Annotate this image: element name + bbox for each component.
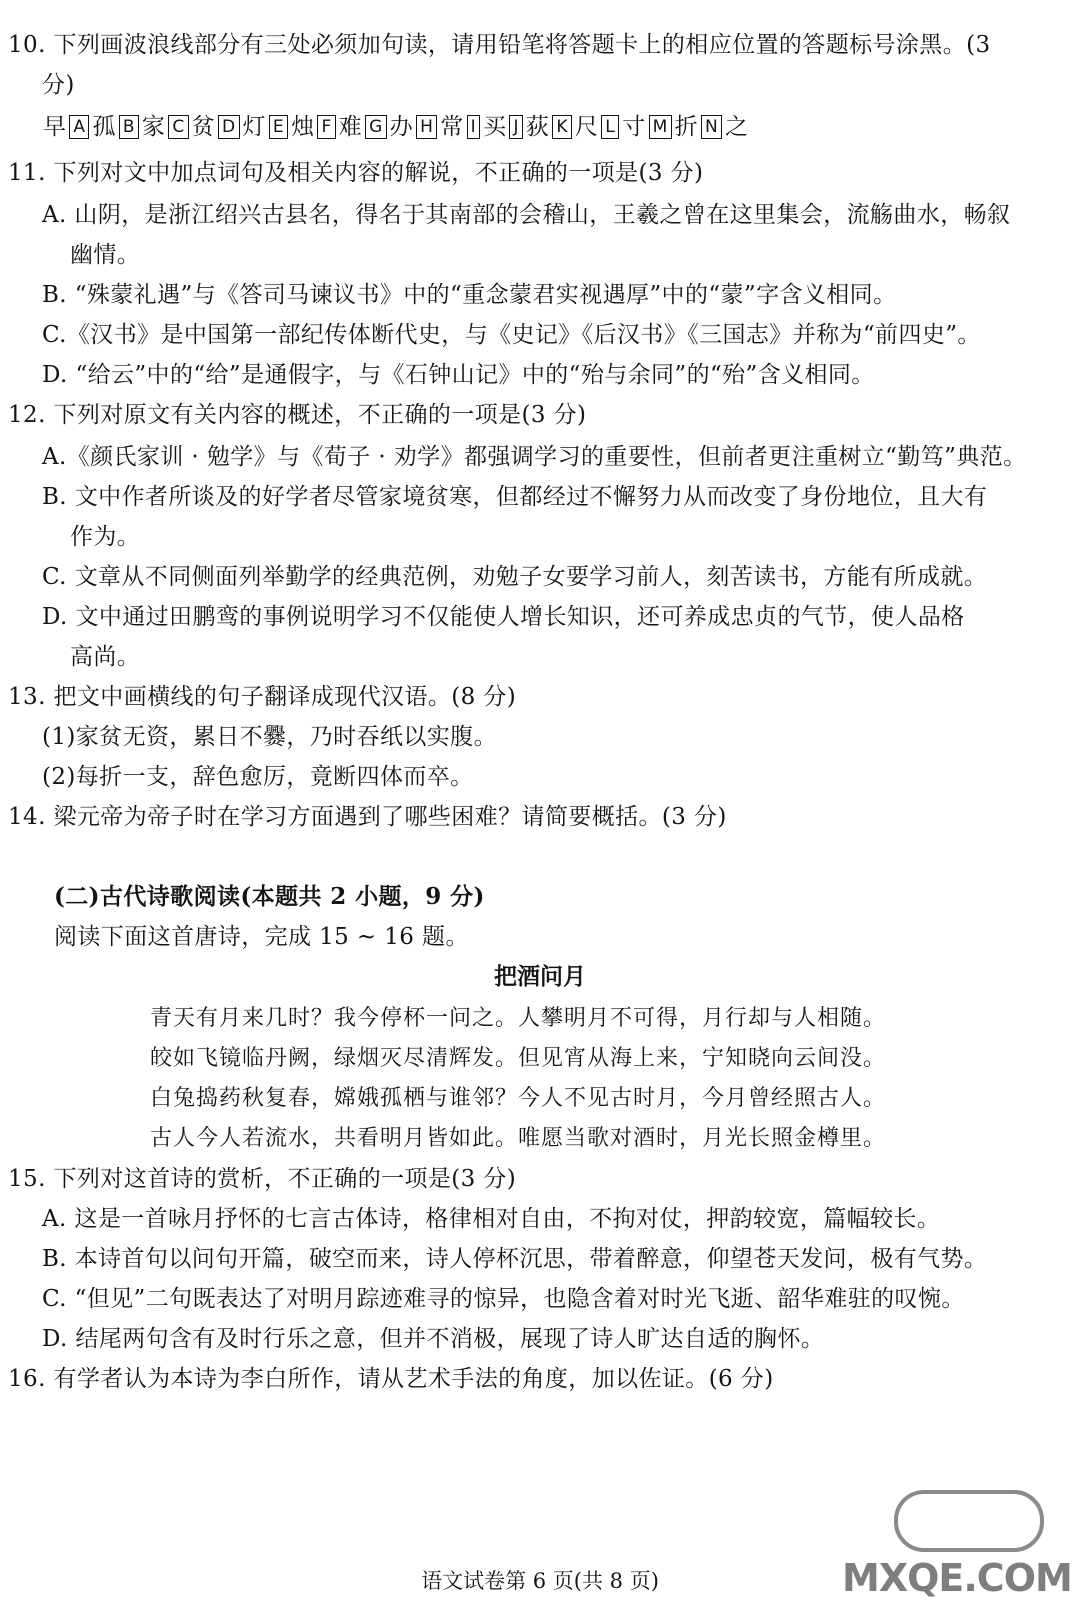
q10-char: 折	[674, 114, 699, 140]
q10-answer-label-box: A	[69, 115, 89, 139]
q10-answer-label-box: B	[119, 115, 139, 139]
q10-answer-label-box: K	[552, 115, 572, 139]
poem-line-2: 皎如飞镜临丹阙，绿烟灭尽清辉发。但见宵从海上来，宁知晓向云间没。	[150, 1046, 887, 1071]
page-footer: 语文试卷第 6 页(共 8 页)	[421, 1569, 659, 1593]
q11-option-a-line2: 幽情。	[70, 242, 141, 268]
q11-option-d: D. “给云”中的“给”是通假字，与《石钟山记》中的“殆与余同”的“殆”含义相同。	[42, 362, 875, 388]
q12-option-b-line2: 作为。	[70, 524, 141, 550]
q10-answer-label-box: H	[416, 115, 437, 139]
q10-stem-line1: 10. 下列画波浪线部分有三处必须加句读，请用铅笔将答题卡上的相应位置的答题标号涂黑。(3	[8, 32, 991, 58]
watermark-site-text: MXQE.COM	[842, 1556, 1072, 1600]
q16-stem: 16. 有学者认为本诗为李白所作，请从艺术手法的角度，加以佐证。(6 分)	[8, 1366, 774, 1392]
q10-punctuation-row	[42, 112, 750, 142]
q10-answer-label-box: C	[168, 115, 188, 139]
q10-char: 贫	[191, 114, 216, 140]
q12-option-a: A.《颜氏家训 · 勉学》与《荀子 · 劝学》都强调学习的重要性，但前者更注重树立“勤笃”典范。	[42, 444, 1027, 470]
q11-option-a-line1: A. 山阴，是浙江绍兴古县名，得名于其南部的会稽山，王羲之曾在这里集会，流觞曲水，畅叙	[42, 202, 1011, 228]
q12-option-b-line1: B. 文中作者所谈及的好学者尽管家境贫寒，但都经过不懈努力从而改变了身份地位，且大有	[42, 484, 988, 510]
q10-stem-line2: 分)	[42, 72, 75, 98]
q11-stem: 11. 下列对文中加点词句及相关内容的解说，不正确的一项是(3 分)	[8, 160, 704, 186]
watermark-logo	[842, 1490, 1072, 1600]
q14-stem: 14. 梁元帝为帝子时在学习方面遇到了哪些困难？请简要概括。(3 分)	[8, 804, 727, 830]
poem-title: 把酒问月	[494, 963, 586, 990]
q12-option-d-line2: 高尚。	[70, 644, 141, 670]
q10-char: 难	[338, 114, 363, 140]
q10-char: 之	[725, 114, 749, 140]
q10-answer-label-box: I	[467, 115, 480, 139]
q15-option-a: A. 这是一首咏月抒怀的七言古体诗，格律相对自由，不拘对仗，押韵较宽，篇幅较长。	[42, 1206, 941, 1232]
q10-char: 寸	[622, 114, 646, 140]
q12-stem: 12. 下列对原文有关内容的概述，不正确的一项是(3 分)	[8, 402, 587, 428]
q10-answer-label-box: J	[509, 115, 522, 139]
poem-line-1: 青天有月来几时？我今停杯一问之。人攀明月不可得，月行却与人相随。	[150, 1006, 887, 1031]
q10-char: 办	[389, 114, 414, 140]
q10-char: 烛	[291, 114, 315, 140]
q15-stem: 15. 下列对这首诗的赏析，不正确的一项是(3 分)	[8, 1166, 517, 1192]
q15-option-b: B. 本诗首句以问句开篇，破空而来，诗人停杯沉思，带着醉意，仰望苍天发问，极有气势。	[42, 1246, 988, 1272]
q10-char: 家	[141, 114, 166, 140]
q10-answer-label-box: M	[649, 115, 672, 139]
q10-char: 孤	[92, 114, 116, 140]
q10-char: 荻	[525, 114, 550, 140]
poem-line-4: 古人今人若流水，共看明月皆如此。唯愿当歌对酒时，月光长照金樽里。	[150, 1126, 887, 1151]
q10-answer-label-box: N	[701, 115, 722, 139]
q10-answer-label-box: L	[601, 115, 619, 139]
q10-answer-label-box: F	[317, 115, 335, 139]
q10-char: 灯	[242, 114, 266, 140]
q10-char: 常	[440, 114, 464, 140]
q10-char: 早	[43, 114, 67, 140]
section-2-title: (二)古代诗歌阅读(本题共 2 小题，9 分)	[54, 883, 485, 910]
q10-answer-label-box: E	[269, 115, 288, 139]
q10-answer-label-box: D	[218, 115, 240, 139]
q11-option-b: B. “殊蒙礼遇”与《答司马谏议书》中的“重念蒙君实视遇厚”中的“蒙”字含义相同。	[42, 282, 897, 308]
q13-sentence-2: (2)每折一支，辞色愈厉，竟断四体而卒。	[42, 764, 474, 790]
watermark-badge	[894, 1490, 1044, 1552]
q10-char: 买	[483, 114, 507, 140]
poem-line-3: 白兔捣药秋复春，嫦娥孤栖与谁邻？今人不见古时月，今月曾经照古人。	[150, 1086, 887, 1111]
q12-option-c: C. 文章从不同侧面列举勤学的经典范例，劝勉子女要学习前人，刻苦读书，方能有所成就。	[42, 564, 988, 590]
q10-answer-label-box: G	[365, 115, 387, 139]
q12-option-d-line1: D. 文中通过田鹏鸾的事例说明学习不仅能使人增长知识，还可养成忠贞的气节，使人品格	[42, 604, 965, 630]
section-2-intro: 阅读下面这首唐诗，完成 15 ~ 16 题。	[54, 924, 469, 950]
q10-char: 尺	[574, 114, 599, 140]
q11-option-c: C.《汉书》是中国第一部纪传体断代史，与《史记》《后汉书》《三国志》并称为“前四史”。	[42, 322, 981, 348]
q13-stem: 13. 把文中画横线的句子翻译成现代汉语。(8 分)	[8, 684, 517, 710]
q15-option-d: D. 结尾两句含有及时行乐之意，但并不消极，展现了诗人旷达自适的胸怀。	[42, 1326, 825, 1352]
q15-option-c: C. “但见”二句既表达了对明月踪迹难寻的惊异，也隐含着对时光飞逝、韶华难驻的叹惋。	[42, 1286, 965, 1312]
q13-sentence-1: (1)家贫无资，累日不爨，乃时吞纸以实腹。	[42, 724, 497, 750]
